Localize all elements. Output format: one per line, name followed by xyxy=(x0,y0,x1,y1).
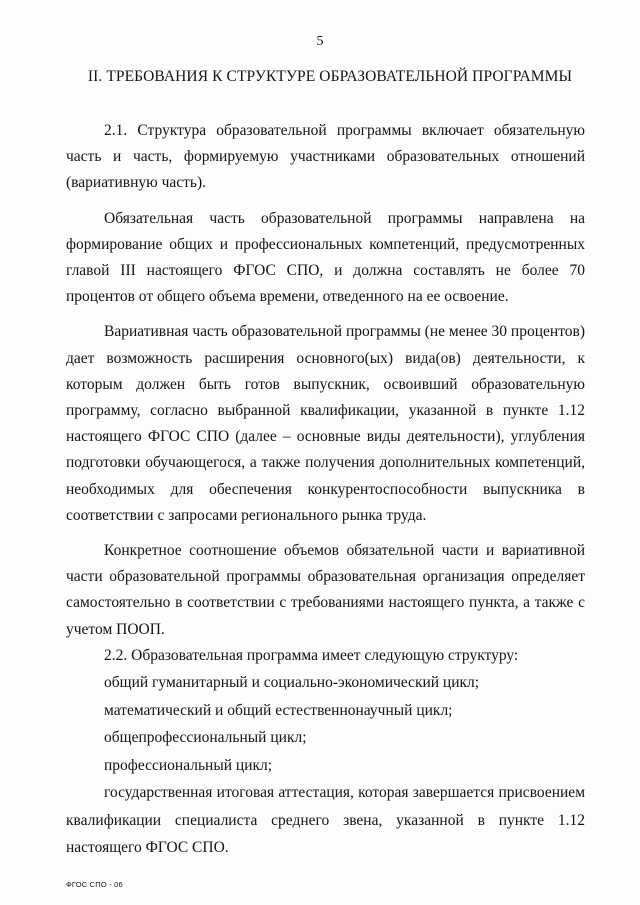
paragraph-mandatory-part: Обязательная часть образовательной программы направлена на формирование общих и профессиональных компетенций, предусмотренных главой III настоящего ФГОС СПО, и должна составлять не более 70 процентов от общего объема времени, отведенного на ее освоение. xyxy=(66,209,585,306)
page-number: 5 xyxy=(316,34,324,49)
structure-item: общепрофессиональный цикл; xyxy=(104,729,307,747)
structure-item: профессиональный цикл; xyxy=(104,756,273,774)
paragraph-2-2: 2.2. Образовательная программа имеет следующую структуру: xyxy=(104,646,519,664)
structure-item: математический и общий естественнонаучный цикл; xyxy=(104,701,453,719)
structure-item: общий гуманитарный и социально-экономический цикл; xyxy=(104,674,480,692)
structure-item: государственная итоговая аттестация, которая завершается присвоением квалификации специалиста среднего звена, указанной в пункте 1.12 настоящего ФГОС СПО. xyxy=(66,784,585,857)
paragraph-ratio: Конкретное соотношение объемов обязательной части и вариативной части образовательной программы образовательная организация определяет самостоятельно в соответствии с требованиями настоящего пункта, а также с учетом ПООП. xyxy=(66,542,585,638)
footer-document-code: ФГОС СПО - 06 xyxy=(66,880,123,889)
section-heading: II. ТРЕБОВАНИЯ К СТРУКТУРЕ ОБРАЗОВАТЕЛЬНОЙ ПРОГРАММЫ xyxy=(87,68,573,85)
paragraph-2-1: 2.1. Структура образовательной программы включает обязательную часть и часть, формируемую участниками образовательных отношений (вариативную часть). xyxy=(66,122,585,192)
paragraph-variable-part: Вариативная часть образовательной программы (не менее 30 процентов) дает возможность расширения основного(ых) вида(ов) деятельности, к которым должен быть готов выпускник, освоивший образовательную программу, согласно выбранной квалификации, указанной в пункте 1.12 настоящего ФГОС СПО (далее – основные виды деятельности), углубления подготовки обучающегося, а также получения дополнительных компетенций, необходимых для обеспечения конкурентоспособности выпускника в соответствии с запросами регионального рынка труда. xyxy=(66,323,585,524)
section-body xyxy=(66,118,585,862)
